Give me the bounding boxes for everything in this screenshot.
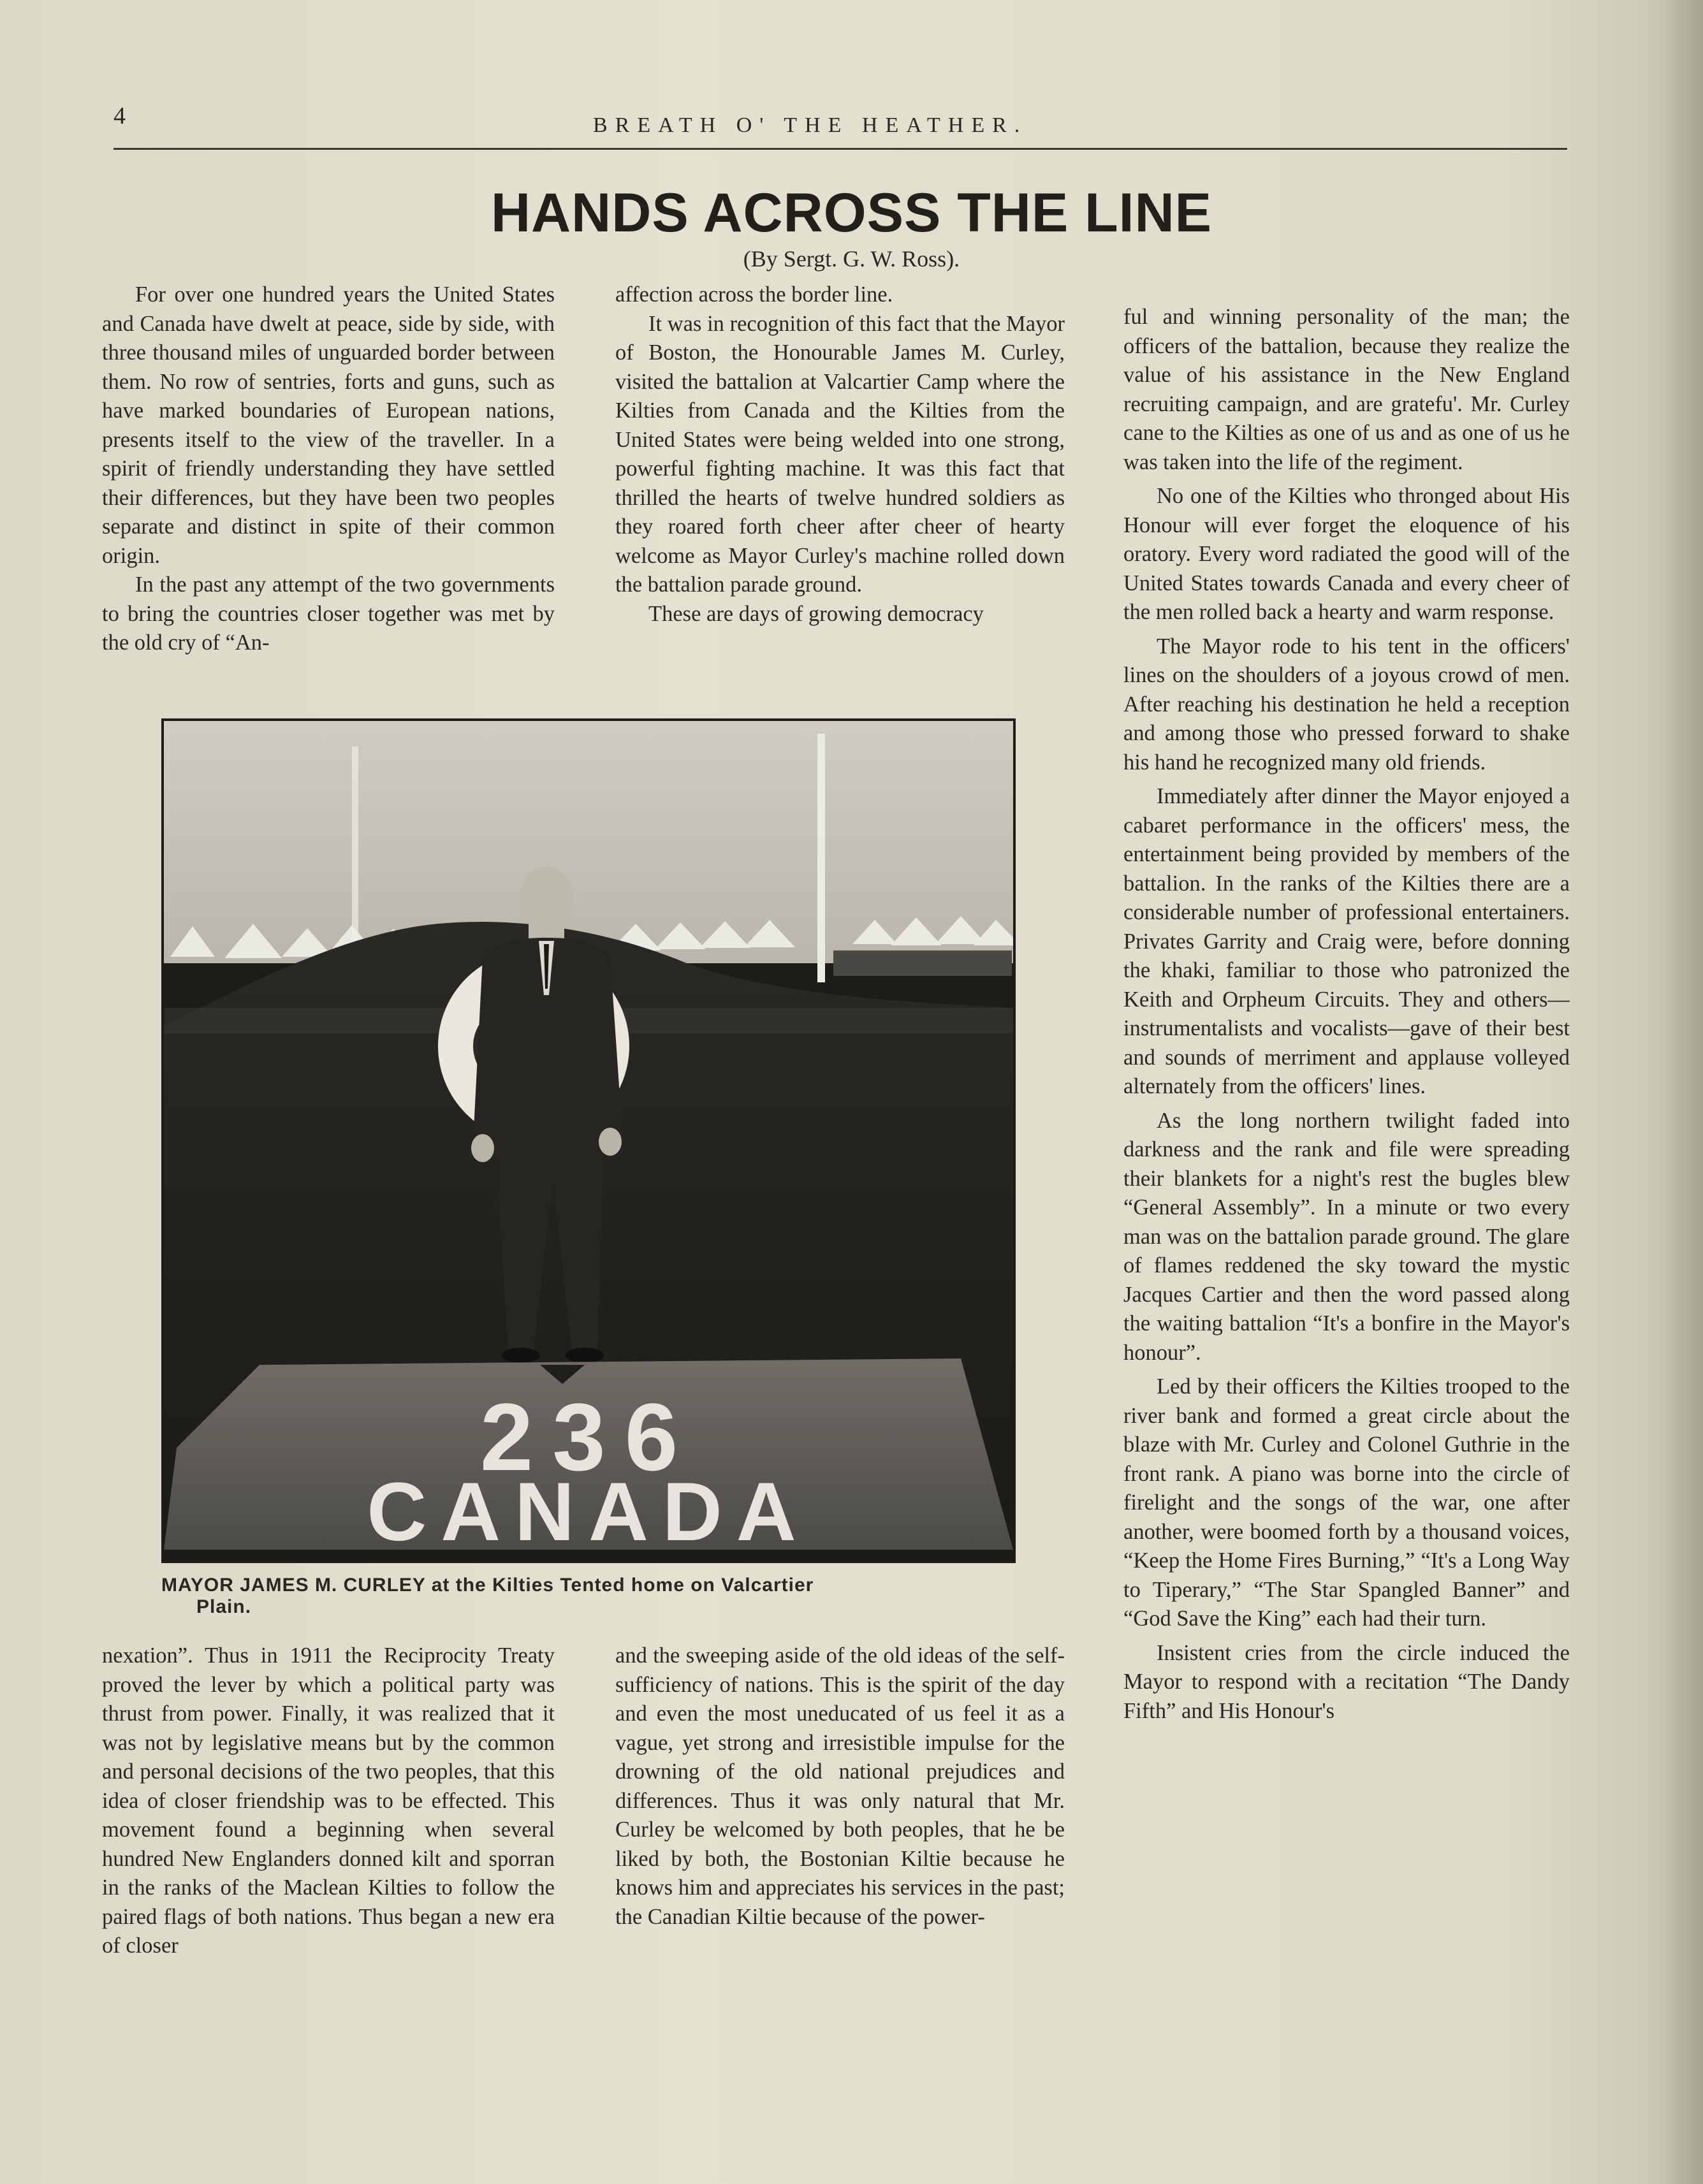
header-rule: [113, 148, 1567, 150]
paragraph: No one of the Kilties who thronged about His Honour will ever forget the eloquence of his oratory. Every word radiated the good will of the United States towards Canada and every cheer of the men rolled back a hearty and warm response.: [1123, 484, 1570, 624]
paragraph: affection across the border line.: [615, 282, 893, 307]
paragraph: The Mayor rode to his tent in the officers' lines on the shoulders of a joyous crowd of men. After reaching his destination he held a reception and among those who pressed forward to shake his hand he recognized many old friends.: [1123, 634, 1570, 775]
article-byline: (By Sergt. G. W. Ross).: [743, 246, 960, 272]
running-header: BREATH O' THE HEATHER.: [593, 113, 1028, 137]
article-title: HANDS ACROSS THE LINE: [490, 182, 1213, 244]
caption-line-1: MAYOR JAMES M. CURLEY at the Kilties Tented home on Valcartier: [161, 1575, 814, 1596]
paragraph: It was in recognition of this fact that the Mayor of Boston, the Honourable James M. Curley, visited the battalion at Valcartier Camp where the Kilties from Canada and the Kilties from the United States were being welded into one strong, powerful fighting machine. It was this fact that thrilled the hearts of twelve hundred soldiers as they roared forth cheer after cheer of hearty welcome as Mayor Curley's machine rolled down the battalion parade ground.: [615, 311, 1065, 597]
column-2-bottom: [615, 1642, 1065, 1932]
paragraph: In the past any attempt of the two governments to bring the countries closer together was met by the old cry of “An-: [102, 572, 555, 655]
mayor-curley-photograph: [161, 718, 1016, 1563]
column-1-top: [102, 280, 555, 658]
photo-caption: [161, 1575, 1054, 1618]
paragraph: Led by their officers the Kilties trooped to the river bank and formed a great circle about the blaze with Mr. Curley and Colonel Guthrie in the front rank. A piano was borne into the circle of firelight and the songs of the war, one after another, were boomed forth by a thousand voices, “Keep the Home Fires Burning,” “It's a Long Way to Tiperary,” “The Star Spangled Banner” and “God Save the King” each had their turn.: [1123, 1374, 1570, 1631]
paragraph: As the long northern twilight faded into darkness and the rank and file were spreading their blankets for a night's rest the bugles blew “General Assembly”. In a minute or two every man was on the battalion parade ground. The glare of flames reddened the sky toward the mystic Jacques Cartier and then the word passed along the waiting battalion “It's a bonfire in the Mayor's honour”.: [1123, 1108, 1570, 1365]
ground-number-text: 236: [479, 1383, 698, 1490]
page-edge-shadow: [1658, 0, 1703, 2184]
paragraph: These are days of growing democracy: [648, 601, 984, 626]
ground-word-text: CANADA: [367, 1465, 810, 1558]
paragraph: ful and winning personality of the man; the officers of the battalion, because they realize the value of his assistance in the New England recruiting campaign, and are gratefu'. Mr. Curley cane to the Kilties as one of us and as one of us he was taken into the life of the regiment.: [1123, 305, 1570, 474]
column-2-top: [615, 280, 1065, 629]
photo-illustration: [164, 721, 1013, 1561]
page-number: 4: [113, 103, 126, 129]
column-3: [1123, 303, 1570, 1726]
paragraph: nexation”. Thus in 1911 the Reciprocity Treaty proved the lever by which a political party was thrust from power. Finally, it was realized that it was not by legislative means but by the common and personal decisions of the two peoples, that this idea of closer friendship was to be effected. This movement found a beginning when several hundred New Englanders donned kilt and sporran in the ranks of the Maclean Kilties to follow the paired flags of both nations. Thus began a new era of closer: [102, 1643, 555, 1958]
paragraph: Immediately after dinner the Mayor enjoyed a cabaret performance in the officers' mess, the entertainment being provided by members of the battalion. In the ranks of the Kilties there are a considerable number of professional entertainers. Privates Garrity and Craig were, before donning the khaki, familiar to those who patronized the Keith and Orpheum Circuits. They and others—instrumentalists and vocalists—gave of their best and sounds of merriment and applause volleyed alternately from the officers' lines.: [1123, 784, 1570, 1098]
paragraph: Insistent cries from the circle induced the Mayor to respond with a recitation “The Dandy Fifth” and His Honour's: [1123, 1640, 1570, 1723]
paragraph: For over one hundred years the United States and Canada have dwelt at peace, side by side, with three thousand miles of unguarded border between them. No row of sentries, forts and guns, such as have marked boundaries of European nations, presents itself to the view of the traveller. In a spirit of friendly understanding they have settled their differences, but they have been two peoples separate and distinct in spite of their common origin.: [102, 282, 555, 568]
paragraph: and the sweeping aside of the old ideas of the self-sufficiency of nations. This is the spirit of the day and even the most uneducated of us feel it as a vague, yet strong and irresistible impulse for the drowning of the old national prejudices and differences. Thus it was only natural that Mr. Curley be welcomed by both peoples, that he be liked by both, the Bostonian Kiltie because he knows him and appreciates his services in the past; the Canadian Kiltie because of the power-: [615, 1643, 1065, 1929]
column-1-bottom: [102, 1642, 555, 1961]
caption-line-2: Plain.: [196, 1596, 252, 1617]
